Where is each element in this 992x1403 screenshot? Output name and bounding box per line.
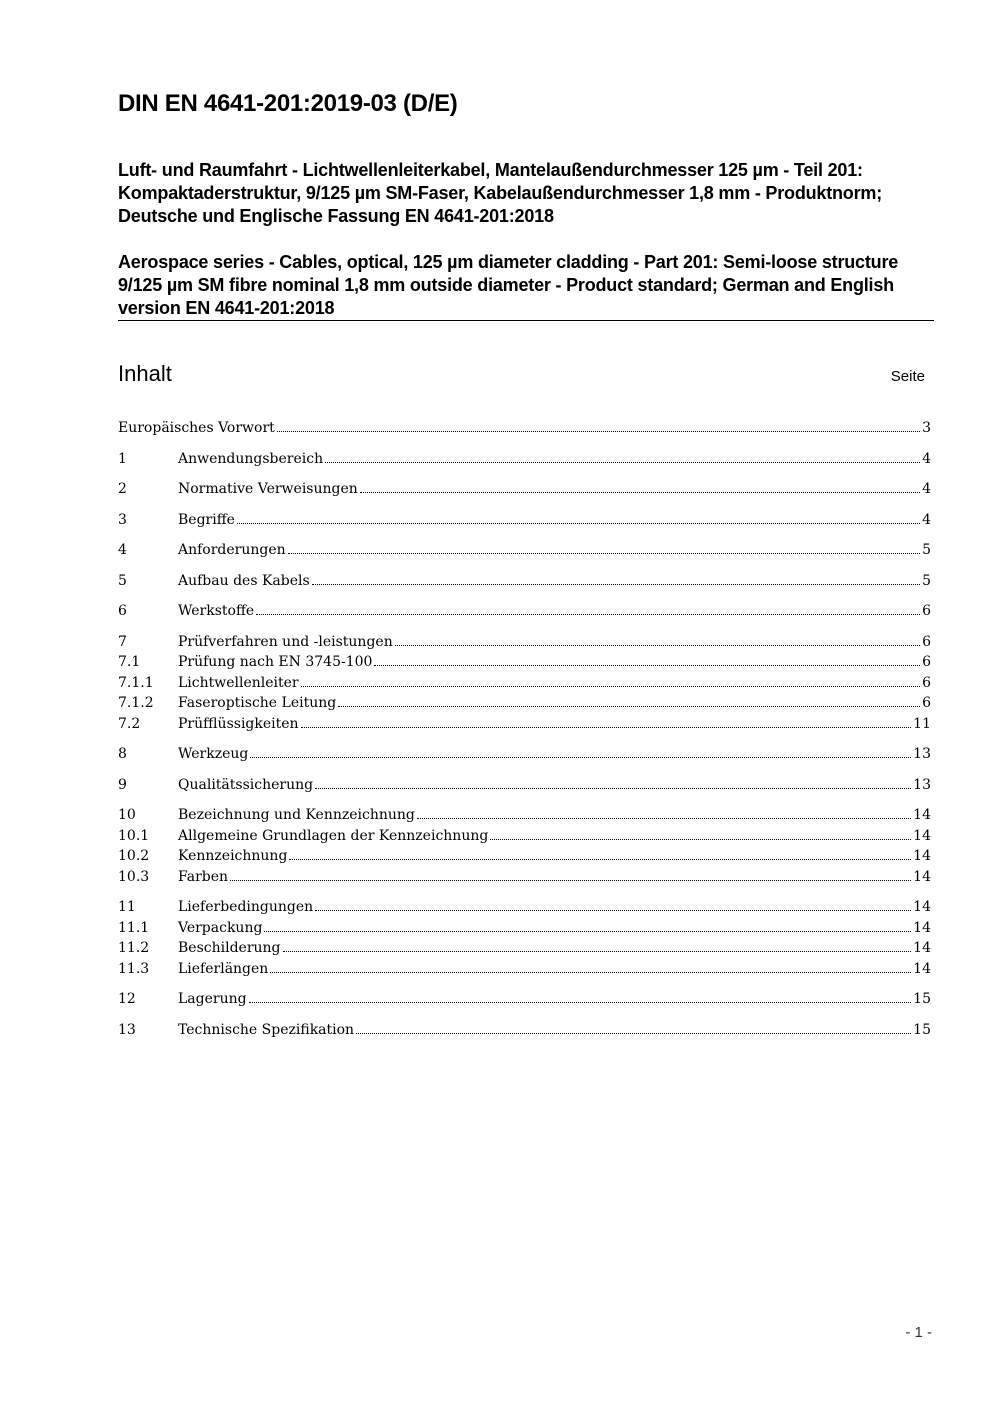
toc-entry-number: 13 bbox=[118, 1021, 136, 1038]
toc-entry[interactable] bbox=[118, 540, 931, 561]
toc-dot-leader bbox=[277, 430, 920, 432]
toc-dot-leader bbox=[256, 613, 920, 615]
toc-entry[interactable] bbox=[118, 846, 931, 867]
toc-entry-title: Werkzeug bbox=[178, 746, 249, 762]
toc-dot-leader bbox=[374, 664, 920, 666]
toc-dot-leader bbox=[250, 756, 911, 758]
toc-entry-title: Technische Spezifikation bbox=[178, 1021, 355, 1038]
toc-entry-page: 3 bbox=[922, 420, 931, 436]
toc-dot-leader bbox=[356, 1032, 911, 1034]
toc-entry-page: 15 bbox=[913, 991, 931, 1007]
toc-dot-leader bbox=[301, 685, 920, 687]
toc-entry-number: 7.1.1 bbox=[118, 674, 154, 691]
toc-dot-leader bbox=[312, 583, 920, 585]
toc-entry-page: 11 bbox=[913, 715, 931, 732]
toc-entry-page: 14 bbox=[913, 960, 931, 977]
title-english: Aerospace series - Cables, optical, 125 µm diameter cladding - Part 201: Semi-loose structure 9/125 µm SM fibre nominal 1,8 mm outside diameter - Product standard; German and English version EN 4641-201:2018 bbox=[118, 252, 899, 318]
toc-entry[interactable] bbox=[118, 938, 931, 959]
toc-entry[interactable] bbox=[118, 918, 931, 939]
toc-dot-leader bbox=[360, 491, 920, 493]
toc-dot-leader bbox=[315, 909, 911, 911]
page-number: - 1 - bbox=[905, 1324, 932, 1341]
toc-entry[interactable] bbox=[118, 867, 931, 888]
toc-entry-page: 6 bbox=[922, 695, 931, 711]
toc-dot-leader bbox=[270, 971, 911, 973]
toc-dot-leader bbox=[301, 726, 912, 728]
toc-entry[interactable] bbox=[118, 775, 931, 796]
toc-entry-page: 14 bbox=[913, 848, 931, 864]
toc-entry[interactable] bbox=[118, 652, 931, 673]
toc-entry-number: 1 bbox=[118, 450, 127, 467]
toc-entry-number: 10 bbox=[118, 807, 136, 823]
toc-dot-leader bbox=[289, 858, 911, 860]
toc-entry-page: 13 bbox=[913, 746, 931, 762]
toc-entry-title: Lagerung bbox=[178, 991, 247, 1007]
toc-entry-page: 6 bbox=[922, 633, 931, 650]
toc-entry-title: Prüfverfahren und -leistungen bbox=[178, 633, 393, 650]
toc-entry-page: 5 bbox=[922, 572, 931, 589]
toc-dot-leader bbox=[417, 817, 911, 819]
document-title: DIN EN 4641-201:2019-03 (D/E) bbox=[118, 90, 458, 117]
toc-entry-title: Anwendungsbereich bbox=[178, 450, 324, 467]
toc-dot-leader bbox=[283, 950, 912, 952]
toc-entry[interactable] bbox=[118, 744, 931, 765]
toc-entry[interactable] bbox=[118, 571, 931, 592]
toc-entry-number: 4 bbox=[118, 542, 127, 558]
toc-dot-leader bbox=[395, 644, 920, 646]
toc-entry-title: Begriffe bbox=[178, 511, 235, 528]
title-german: Luft- und Raumfahrt - Lichtwellenleiterkabel, Mantelaußendurchmesser 125 µm - Teil 201: Kompaktaderstruktur, 9/125 µm SM-Faser, Kabelaußendurchmesser 1,8 mm - Produktnorm; Deutsche und Englische Fassung EN 4641-201:2018 bbox=[118, 160, 883, 226]
toc-entry-number: 12 bbox=[118, 991, 136, 1007]
toc-entry-title: Werkstoffe bbox=[178, 603, 255, 619]
toc-entry-number: 11.2 bbox=[118, 940, 150, 956]
toc-entry-page: 14 bbox=[913, 827, 931, 844]
toc-entry[interactable] bbox=[118, 510, 931, 531]
toc-entry-title: Prüfung nach EN 3745-100 bbox=[178, 654, 373, 670]
toc-entry-title: Beschilderung bbox=[178, 940, 281, 956]
toc-entry-number: 10.1 bbox=[118, 827, 150, 844]
toc-entry-page: 5 bbox=[922, 542, 931, 558]
toc-entry[interactable] bbox=[118, 601, 931, 622]
toc-entry-title: Kennzeichnung bbox=[178, 848, 288, 864]
toc-dot-leader bbox=[230, 879, 911, 881]
toc-entry[interactable] bbox=[118, 959, 931, 980]
toc-entry-number: 3 bbox=[118, 511, 127, 528]
toc-entry-number: 7.2 bbox=[118, 715, 141, 732]
toc-entry-number: 11.3 bbox=[118, 960, 150, 977]
toc-entry-page: 6 bbox=[922, 674, 931, 691]
toc-entry-title: Normative Verweisungen bbox=[178, 481, 358, 497]
toc-entry-page: 14 bbox=[913, 919, 931, 936]
toc-entry-number: 7.1.2 bbox=[118, 695, 154, 711]
toc-entry-number: 10.2 bbox=[118, 848, 150, 864]
toc-entry-title: Anforderungen bbox=[178, 542, 286, 558]
toc-dot-leader bbox=[490, 838, 911, 840]
page-column-label: Seite bbox=[890, 368, 925, 385]
toc-entry-number: 7.1 bbox=[118, 654, 141, 670]
toc-entry-title: Aufbau des Kabels bbox=[178, 572, 310, 589]
toc-entry[interactable] bbox=[118, 714, 931, 735]
contents-heading: Inhalt bbox=[118, 361, 172, 386]
toc-entry-page: 4 bbox=[922, 511, 931, 528]
toc-entry-title: Lichtwellenleiter bbox=[178, 674, 299, 691]
toc-entry-number: 7 bbox=[118, 633, 127, 650]
toc-entry-page: 6 bbox=[922, 603, 931, 619]
toc-entry-number: 11 bbox=[118, 899, 136, 915]
toc-entry[interactable] bbox=[118, 826, 931, 847]
toc-entry-page: 4 bbox=[922, 481, 931, 497]
toc-entry-number: 8 bbox=[118, 746, 127, 762]
toc-dot-leader bbox=[237, 522, 920, 524]
toc-entry-title: Prüfflüssigkeiten bbox=[178, 715, 299, 732]
toc-entry-number: 11.1 bbox=[118, 919, 150, 936]
toc-dot-leader bbox=[264, 930, 911, 932]
toc-entry[interactable] bbox=[118, 805, 931, 826]
toc-entry[interactable] bbox=[118, 479, 931, 500]
toc-dot-leader bbox=[315, 787, 911, 789]
toc-entry-title: Farben bbox=[178, 868, 229, 885]
toc-entry-number: 2 bbox=[118, 481, 127, 497]
toc-entry-page: 4 bbox=[922, 450, 931, 467]
toc-entry-number: 6 bbox=[118, 603, 127, 619]
toc-dot-leader bbox=[325, 461, 920, 463]
toc-entry-number: 10.3 bbox=[118, 868, 150, 885]
toc-entry-page: 6 bbox=[922, 654, 931, 670]
toc-entry[interactable] bbox=[118, 418, 931, 439]
toc-entry[interactable] bbox=[118, 1020, 931, 1041]
toc-entry-title: Faseroptische Leitung bbox=[178, 695, 337, 711]
toc-entry-title: Europäisches Vorwort bbox=[118, 420, 275, 436]
toc-entry[interactable] bbox=[118, 449, 931, 470]
toc-entry-page: 13 bbox=[913, 776, 931, 793]
toc-entry[interactable] bbox=[118, 989, 931, 1010]
toc-entry-title: Allgemeine Grundlagen der Kennzeichnung bbox=[178, 827, 489, 844]
toc-entry[interactable] bbox=[118, 693, 931, 714]
toc-entry-number: 5 bbox=[118, 572, 127, 589]
title-rule bbox=[118, 320, 934, 321]
toc-entry[interactable] bbox=[118, 673, 931, 694]
toc-entry-page: 14 bbox=[913, 807, 931, 823]
table-of-contents bbox=[118, 418, 931, 1040]
toc-entry-page: 15 bbox=[913, 1021, 931, 1038]
toc-entry-number: 9 bbox=[118, 776, 127, 793]
toc-entry[interactable] bbox=[118, 632, 931, 653]
toc-entry-page: 14 bbox=[913, 899, 931, 915]
toc-entry-title: Qualitätssicherung bbox=[178, 776, 314, 793]
toc-dot-leader bbox=[249, 1001, 912, 1003]
toc-dot-leader bbox=[338, 705, 920, 707]
toc-entry-page: 14 bbox=[913, 868, 931, 885]
toc-dot-leader bbox=[288, 552, 920, 554]
toc-entry-title: Bezeichnung und Kennzeichnung bbox=[178, 807, 415, 823]
toc-entry-page: 14 bbox=[913, 940, 931, 956]
toc-entry-title: Lieferbedingungen bbox=[178, 899, 314, 915]
toc-entry[interactable] bbox=[118, 897, 931, 918]
toc-entry-title: Lieferlängen bbox=[178, 960, 269, 977]
toc-entry-title: Verpackung bbox=[178, 919, 263, 936]
